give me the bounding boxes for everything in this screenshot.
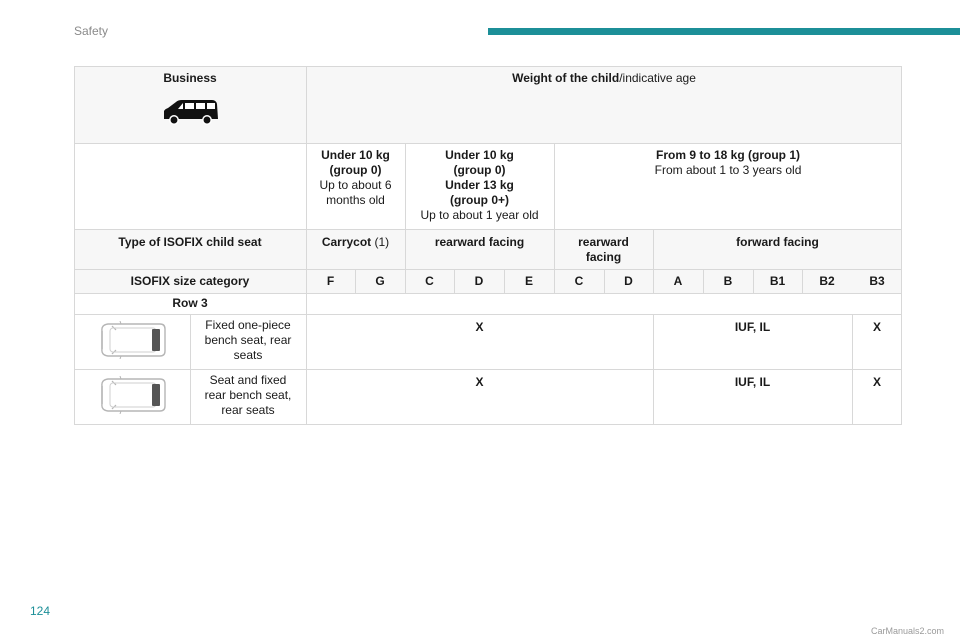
table-border-bottom — [74, 424, 902, 425]
size-category: C — [574, 274, 584, 288]
group-number: (group 0) — [329, 163, 382, 177]
header-accent-bar — [488, 28, 960, 35]
rearward-value: X — [475, 320, 484, 334]
watermark-text: CarManuals2.com — [870, 626, 944, 636]
type-forward: forward facing — [736, 235, 819, 249]
group-weight: Under 10 kg — [445, 148, 514, 162]
row-label: Row 3 — [172, 296, 208, 310]
size-label: ISOFIX size category — [130, 274, 250, 288]
size-category: A — [673, 274, 683, 288]
group-age: Up to about 1 year old — [420, 208, 539, 222]
size-category: E — [524, 274, 533, 288]
size-category: B2 — [819, 274, 835, 288]
group-age: From about 1 to 3 years old — [654, 163, 802, 177]
seat-description: Seat and fixed rear bench seat, rear seats — [204, 373, 292, 417]
group-weight: From 9 to 18 kg (group 1) — [655, 148, 800, 162]
forward-value: IUF, IL — [734, 320, 771, 334]
group-cell-0 — [306, 143, 405, 208]
seat-position-diagram-icon — [98, 376, 168, 414]
size-category: B1 — [769, 274, 786, 288]
type-label: Type of ISOFIX child seat — [118, 235, 262, 249]
size-category: G — [375, 274, 385, 288]
page-number: 124 — [30, 604, 51, 618]
isofix-table — [74, 66, 902, 424]
size-category: B3 — [869, 274, 885, 288]
seat-description: Fixed one-piece bench seat, rear seats — [204, 318, 292, 362]
group-weight: Under 13 kg — [445, 178, 514, 192]
size-category: F — [326, 274, 335, 288]
size-category: D — [474, 274, 484, 288]
last-value: X — [872, 320, 881, 334]
forward-value: IUF, IL — [734, 375, 771, 389]
group-cell-2 — [554, 143, 902, 178]
group-weight: Under 10 kg — [321, 148, 390, 162]
carrycot-label: Carrycot — [321, 235, 372, 249]
group-number: (group 0+) — [450, 193, 509, 207]
group-age: Up to about 6 months old — [319, 178, 392, 207]
weight-header — [306, 66, 902, 86]
carrycot-note: (1) — [371, 235, 390, 249]
size-category: C — [425, 274, 434, 288]
size-category: D — [624, 274, 633, 288]
seat-position-diagram-icon — [98, 321, 168, 359]
last-value: X — [872, 375, 881, 389]
type-carrycot — [306, 229, 405, 250]
weight-header-bold: Weight of the child — [512, 71, 620, 85]
group-number: (group 0) — [453, 163, 506, 177]
section-title: Safety — [74, 24, 109, 38]
type-rearward: rearward facing — [434, 235, 525, 249]
business-label: Business — [163, 71, 217, 85]
type-rearward: rearward facing — [578, 235, 629, 264]
size-category: B — [723, 274, 733, 288]
group-cell-1 — [405, 143, 554, 223]
weight-header-rest: /indicative age — [619, 71, 696, 85]
rearward-value: X — [475, 375, 484, 389]
people-carrier-van-icon — [160, 98, 220, 126]
